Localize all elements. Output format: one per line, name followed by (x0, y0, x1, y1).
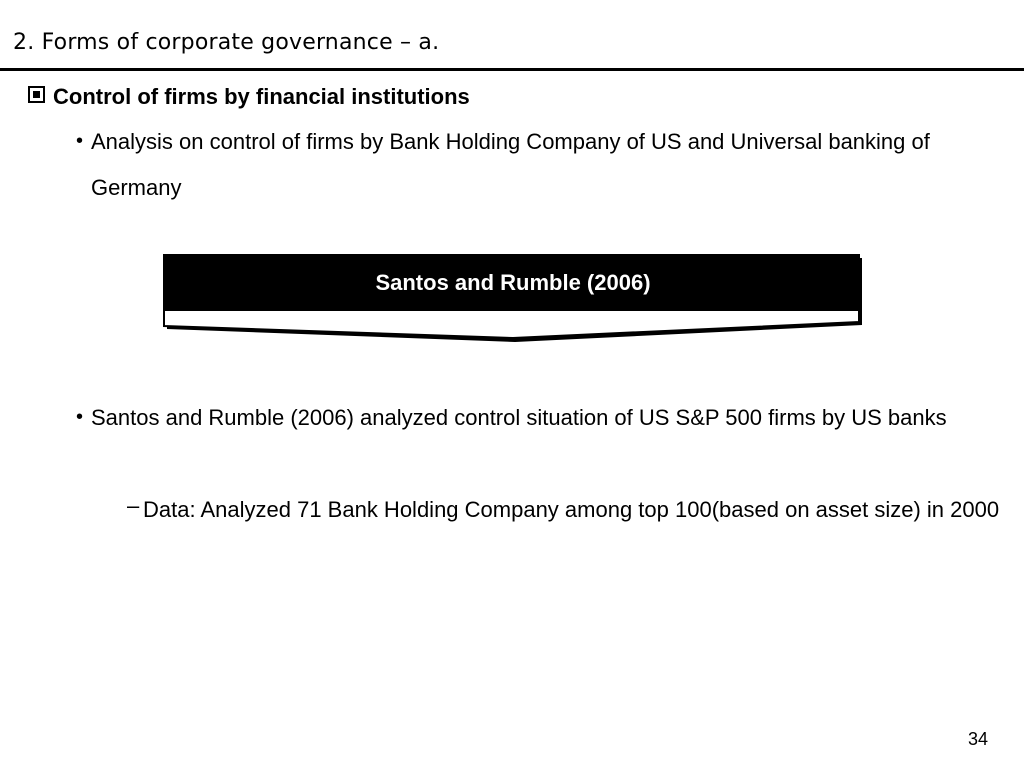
section-heading-text: Control of firms by financial institutions (53, 84, 470, 109)
bullet-item (76, 119, 971, 211)
title-divider (0, 68, 1024, 71)
dash-icon: – (127, 493, 140, 518)
bullet-item (76, 395, 1021, 441)
section-heading (28, 84, 470, 110)
bullet-dot-icon: • (76, 406, 84, 428)
callout-arrow-shape (163, 254, 865, 344)
callout-banner (163, 254, 865, 344)
bullet-dot-icon: • (76, 130, 84, 152)
sub-bullet-text: Data: Analyzed 71 Bank Holding Company among top 100(based on asset size) in 2000 (143, 497, 1000, 522)
callout-label: Santos and Rumble (2006) (375, 270, 651, 295)
page-number: 34 (967, 729, 988, 749)
square-bullet-icon (28, 86, 45, 103)
bullet-text: Santos and Rumble (2006) analyzed control situation of US S&P 500 firms by US banks (91, 405, 947, 430)
slide-title: 2. Forms of corporate governance – a. (13, 30, 440, 55)
bullet-text: Analysis on control of firms by Bank Holding Company of US and Universal banking of Germany (91, 129, 930, 200)
sub-bullet-item (127, 487, 1013, 533)
